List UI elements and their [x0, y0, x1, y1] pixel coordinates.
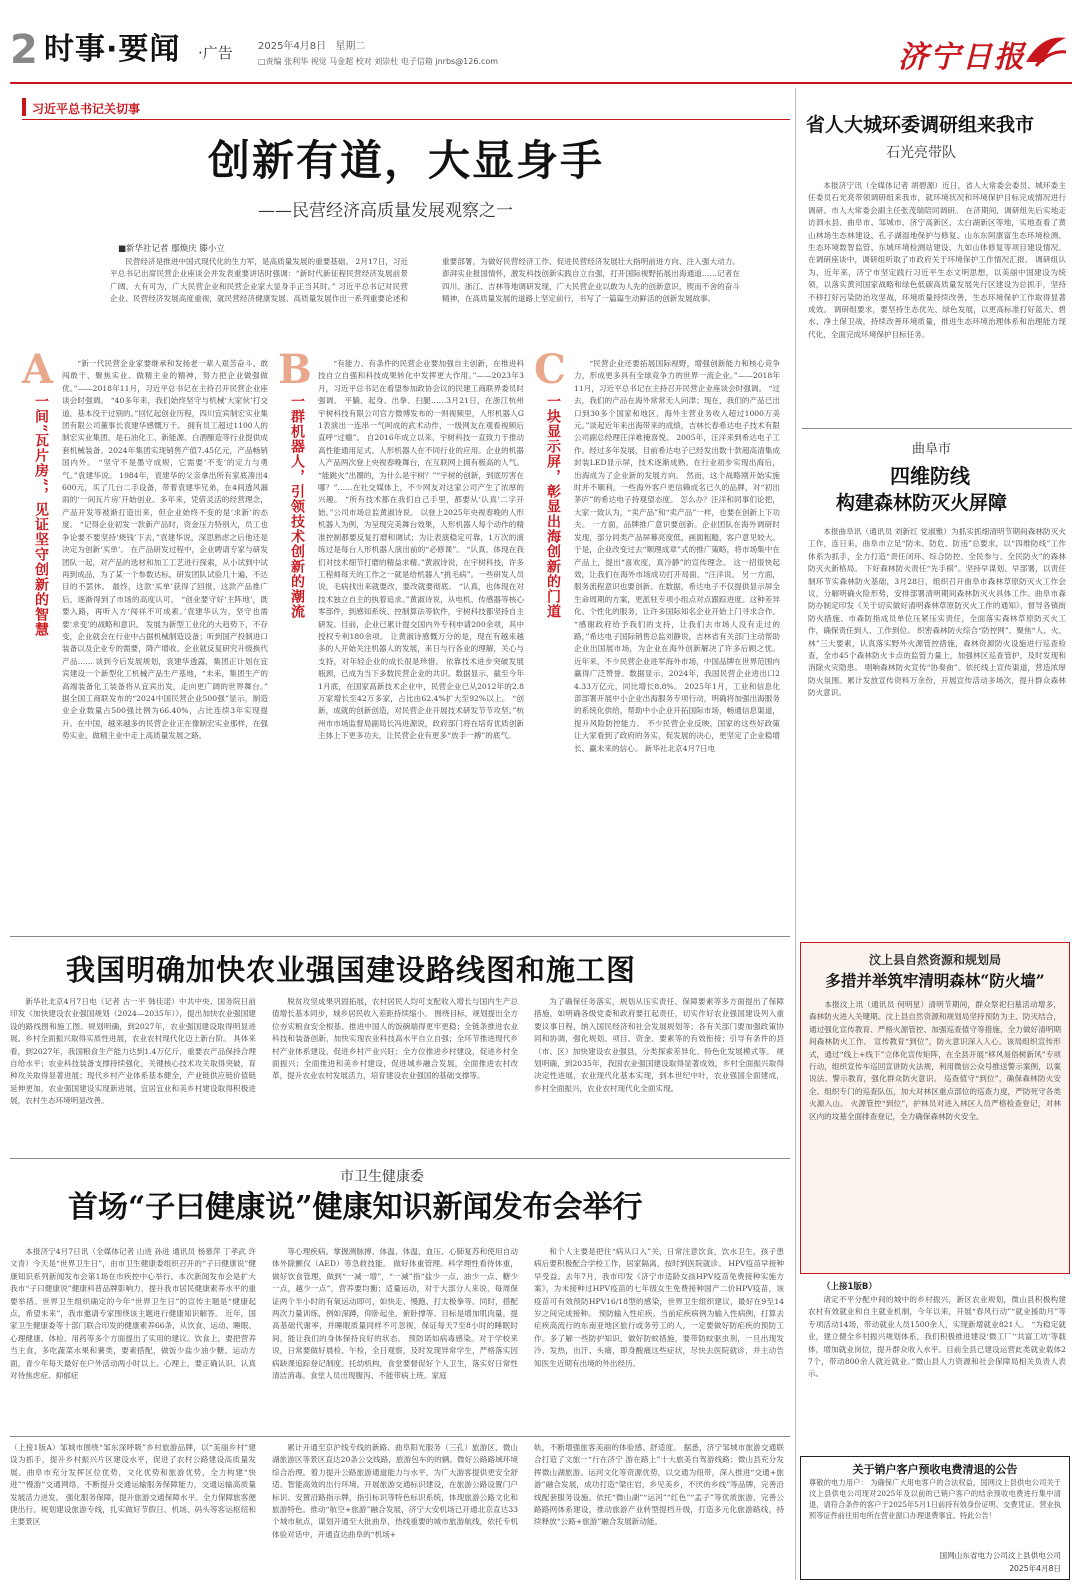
notice-date: 2025年4月8日	[1009, 1564, 1061, 1573]
story2-kicker: 曲阜市	[912, 442, 952, 457]
agri-title: 我国明确加快农业强国建设路线图和施工图	[66, 953, 637, 987]
logo-swoosh-icon	[1024, 32, 1068, 68]
story1-title: 省人大城环委调研组来我市	[806, 114, 1035, 136]
bottom-col1: （上接1版A）邹城市围绕“邹东深呼吸”乡村旅游品牌，以“美丽乡村”建设为抓手，提升乡村振兴片区建设水平，促进了农村公路建设高质量发展。曲阜市充分发挥区位优势，文化优势和旅游优势，全力构建“快进”“慢游”交通网络，不断提升交通运输服务保障能力，交通运输高质量发展活力迸发。 强化服务保障，提升旅游交通保障水平。全力保障旅客便捷出行。规划建设旅游专线，扎实做好节假日、机场、码头等客运枢纽和主要景区	[10, 1443, 256, 1527]
section-b-title: 一群机器人，引领技术创新的潮流	[289, 394, 305, 619]
health-story	[10, 1164, 790, 1432]
story1-subtitle: 石光亮带队	[886, 145, 956, 161]
section-a	[22, 346, 274, 930]
story2-title-2: 构建森林防灭火屏障	[836, 492, 1008, 514]
notice-title: 关于销户客户预收电费清退的公告	[852, 1463, 1018, 1476]
ad-label: ·广告	[198, 44, 233, 62]
column-divider	[795, 88, 796, 1580]
section-c	[534, 346, 786, 930]
health-rule	[10, 1158, 790, 1159]
right-story-1	[802, 96, 1072, 421]
section-b-text: “有能力、有条件的民营企业要加强自主创新，在推进科技自立自强和科技成果转化中发挥更大作用。”——2023年3月，习近平总书记在看望参加政协会议的民建工商联界委员时强调。 平躺、起身、出拳、扫腿……3月21日，在浙江杭州宇树科技有限公司官方微博发布的一则视频里，人形机器人G1表演出一连串一气呵成的武术动作，一级网友在观看视频后直呼“过瘾”。 自2016年成立以来，宇树科技一直致力于推动高性能通用足式、人形机器人在不同行业的应用。企业的机器人产品两次登上央视春晚舞台，在互联网上拥有极高的人气。 “能跳火”出圈的，为什么是宇树？”“宇树的创新，到底厉害在哪？”……在社交媒体上，不少网友对这家公司产生了浓厚的兴趣。 “所有技术都在我们自己手里，都要从‘认真’二字开始。”公司市场总监黄淑诗说。 以登上2025年央视春晚的人形机器人为例，为呈现完美舞台效果，人形机器人每个动作的精准控制都要反复打磨和调试；为让表演稳定可靠，1万次的演练过是每台人形机器人演出前的“必修课”。 “认真，体现在我们对技术细节打磨的精益求精。”黄淑诗说，在宇树科技，许多工程师每天的工作之一就是给机器人“挑毛病”。一些研发人员说，毛病找出来就要改，要改就要彻底。 “认真，也体现在对技术独立自主的执着追求。”黄淑诗说，从电机、传感器等核心零部件，到感知系统、控制算法等软件，宇树科技都坚持自主研发。目前，企业已累计提交国内外专利申请200余项，其中授权专利180余项。 让黄淑诗感慨万分的是，现在有越来越多的人开始关注机器人的发展，来日与行各业的理解，关心与支持，对年轻企业的成长很是珍惜。 依靠技术进步突破发展瓶颈，已成为当下多数民营企业的共识。数据显示，截至今年1月底，在国家高新技术企业中，民营企业已从2012年的2.8万家增长至42万多家，占比由62.4%扩大至92%以上。 “创新，成就的创新创造，对民营企业开展技术研发节节攻坚。”杭州市市场监督局副局长冯进源说，政府部门将在培育优质创新主体上下更多功夫，让民营企业有更多“放手一搏”的底气。	[318, 359, 524, 741]
bottom-rule	[10, 1436, 790, 1437]
lead-subtitle: ——民营经济高质量发展观察之一	[258, 201, 513, 221]
story3-title-1: 汶上县自然资源和规划局	[868, 953, 1001, 967]
agri-col1: 新华社北京4月7日电（记者 古一平 韩佳诺）中共中央、国务院日前印发《加快建设农业强国规划（2024—2035年）》，提出加快农业强国建设的路线图和施工图。规划明确，到2027年，农业强国建设取得明显进展。乡村全面振兴取得实质性进展，农业农村现代化迈上新台阶。 具体来看，到2027年，我国粮食生产能力达到1.4万亿斤，重要农产品保持合理自给水平；农业科技装备支撑持续强化，关键核心技术攻关取得突破，育种攻关取得显著进展；现代乡村产业体系基本健全，产业链供应链价值链延伸更加，农业强国建设实现新进展，宜居宜业和美乡村建设取得积极进展，农村生态环境明显改善。	[10, 997, 256, 1106]
section-c-letter: C	[534, 346, 566, 393]
agri-rule	[10, 936, 790, 937]
section-b-letter: B	[278, 346, 312, 393]
story3-text: 本报汶上讯（通讯员 何明星）清明节期间，群众祭祀扫墓活动增多，森林防火进入关键期。汶上县自然资源和规划局坚持预防为主、防灭结合，通过强化宣传教育、严格火源管控、加强巡查值守等措施，全力做好清明期间森林防火工作。 宣传教育“到位”，防火意识深入人心。该局组织宣传形式，通过“线上+线下”立体化宣传矩阵，在全县开展“移风易俗树新风”专项行动，组织宣传车巡回宣讲防火法规，利用微信公众号推送警示案例，以案说法、警示教育，强化群众防火意识。 巡查值守“到位”，确保森林防火安全。组织专门的巡查队伍，加大对林区重点部位的巡查力度，严防死守各类火源入山。 火源管控“到位”，护林员对进入林区人员严格检查登记，对林区内的坟墓全面排查登记，全力确保森林防火安全。	[809, 1000, 1061, 1121]
story4-continued: （上接1版B）	[822, 1282, 877, 1292]
health-kicker: 市卫生健康委	[340, 1169, 424, 1185]
health-title: 首场“子曰健康说”健康知识新闻发布会举行	[68, 1190, 643, 1225]
agri-col3: 为了确保任务落实，规划从压实责任、保障要素等多方面提出了保障措施，如明确各级党委和政府要扛起责任，切实作好农业强国建设列入重要议事日程，纳入国民经济和社会发展规划等；各有关部门要加强政策协同和协调，强化规划、项目、资金、要素等的有效衔接；引导有条件的县（市、区）加快建设农业强县，分类探索差异化、特色化发展模式等。 规划明确，到2035年，我国农业强国建设取得显著成效，乡村全面振兴取得决定性进展，农业现代化基本实现，到本世纪中叶，农业强国全面建成，乡村全面振兴，农业农村现代化全面实现。	[534, 997, 784, 1093]
right-rule-1	[802, 428, 1072, 429]
story1-text: 本报济宁讯（全媒体记者 胡碧源）近日，省人大常委会委员、城环委主任委员石光亮带领调研组来我市，就环境状况和环境保护目标完成情况进行调研。市人大常委会副主任张茂瑞陪同调研。 在济期间，调研组先后实地走访泗水县、曲阜市、邹城市、济宁高新区、太白湖新区等地，实地查看了黄山林场生态林建设、孔子湖湿地保护与修复、山东东阿康富生态环境检测、生态环境数智监管、东城环境检测站建设、九如山体修复等项目建设情况。在调研座谈中，调研组听取了市政府关于环境保护工作情况汇报。 调研组认为，近年来，济宁市坚定践行习近平生态文明思想，以美丽中国建设为统领，以落实黄河国家战略和绿色低碳高质量发展先行区建设为总抓手，坚持不移打好污染防治攻坚战，环境质量持续改善，生态环境保护工作取得显著成效。 调研组要求，要坚持生态优先、绿色发展，以更高标准打好蓝天、碧水、净土保卫战，持续改善环境质量，推进生态环境治理体系和治理能力现代化，全面完成环境保护目标任务。	[808, 181, 1066, 339]
lead-title: 创新有道，大显身手	[208, 136, 605, 185]
right-story-3	[800, 942, 1070, 1274]
bottom-story	[10, 1442, 790, 1578]
column-tag	[22, 98, 146, 116]
lead-intro	[110, 256, 740, 342]
story3-title-2: 多措并举筑牢清明森林“防火墙”	[825, 971, 1045, 990]
tag-rule	[22, 119, 790, 120]
bottom-col3: 轨，不断增强旅客美丽的体验感、舒适度。 据悉，济宁邹城市旅游交通联合打造了文旅一“行在济宁 游在路上”十大旅美自驾游线路；微山县充分发挥微山湖旅游、运河文化等资源优势，以交通为纽带，深入推进“交通+旅游”融合发展，成功打造“梁庄岩，乡见美乡，不厌的乡线”等品牌，完善沿线配套服务设施。依托“微山湖”“运河”“红色”“孟子”等优质旅游，完善公路路网体系建设，推动旅游产业转型提档升级，打造多元化旅游路线，持续释放“公路+旅游”融合发展新动能。	[534, 1443, 784, 1527]
notice-text: 尊敬的电力用户： 为确保广大用电客户的合法权益，国网汶上县供电公司关于汶上县供电公司现对2025年及以前的已销户客户的结余预收电费进行集中清退，请符合条件的客户于2025年5月1日前持有效身份证明、交费凭证、营业执照等证件前往用电所在营业窗口办理退费事宜。特此公告！	[809, 1478, 1061, 1520]
health-col2: 等心理疾病。掌握测脉搏、体温、体温、血压、心肺复苏和使用自动体外除颤仪（AED）等急救技能。 做好体重管理。科学理性看待体重，做好饮食管理，做到“一减一增”，“一减”指“盐少一点、油少一点、糖少一点，越少一点”，营养要均衡；适量运动，对于大部分人来说，每周保证两个半小时的有氧运动即可，如快走、慢跑、打太极拳等。同时，搭配两次力量训练，例如深蹲，仰卧起坐、俯卧撑等。目标是增加肌肉量，提高基础代谢率，并睡眠质量同样不可忽视，保证每天7至8小时的睡眠时间，能让我们的身体保持良好的状态。 预防诺如病毒感染。对于学校来说，日常要做好晨检、午检，全日观察，及时发现异常学生，严格落实因病缺课追踪登记制度。托幼机构，食堂要督促好个人卫生，落实好日常性清洁消毒。食堂人员出现腹泻、不能带病上班。家庭	[272, 1247, 518, 1381]
section-title: 时事·要闻	[44, 32, 181, 67]
lead-story	[0, 88, 790, 928]
agri-story	[10, 944, 790, 1154]
bottom-col2: 累计开通至京沪线专线的新路、曲阜阳光服务（三孔）旅游区、微山湖旅游区等景区直达20条公交线路，旅游包车的的辆。微好公路路域环境综合治理。着力提升公路旅游通道能力与水平，为广大游客提供更安全舒适、智能高效的出行环境。开展旅游交通标识建设，在旅游公路设置门户标识、安置沿路指示牌，指引标识等特色标识系统，体现旅游公路文化和旅游特色。推动“航空+旅游”融合发展，济宁大安机场已开通北京直达33个城市航点，谋划开通至大批曲阜，热线重要的城市旅游航线，依托专机体验对话中，开通直达曲阜的“机场+	[272, 1443, 518, 1539]
story2-title-1: 四维防线	[890, 464, 970, 488]
masthead	[0, 0, 1080, 85]
health-col1: 本报济宁4月7日讯（全媒体记者 山进 孙进 通讯员 杨慕萍 丁孝武 许文青）今天是“世界卫生日”，由市卫生健康委组织召开的“子曰健康说”健康知识系列新闻发布会第1场在市疾控中心举行。本次新闻发布会是扩大我市“子曰健康说”健康科普品牌影响力，提升我市居民健康素养水平的重要举措。世界卫生组织确定的今年“世界卫生日”的宣传主题是“健康起点，希望未来”，我市邀请专家围绕该主题进行健康知识解答。 近年，国家卫生健康委等十部门联合印发的健康素养66条，从饮食、运动、睡眠、心理健康、体检、用药等多个方面提出了实用的建议。饮食上，要把营养当主食，多吃蔬菜水果和薯类，要素搭配，做饭少盐少油少糖。运动方面，青少年每天最好在户外活动两小时以上。心理上，要正确认识、认真对待焦虑症、抑郁症	[10, 1247, 256, 1381]
right-story-2	[802, 434, 1072, 934]
logo-text: 济宁日报	[898, 40, 1026, 75]
issue-date	[258, 37, 365, 52]
section-a-text: “新一代民营企业家要继承和发扬老一辈人艰苦奋斗、敢闯敢干、聚焦实业、做精主业的精神，努力把企业做强做优。”——2018年11月，习近平总书记在主持召开民营企业座谈会时强调。 “40多年来，我们始终坚守与机械‘大家伙’打交道，基本没干过别的。”回忆起创业历程，四川宜宾制宏实业集团有限公司董事长袁建华感慨万千。 拥有员工超过1100人的制宏实业集团，是石油化工、新能源、白酒酿造等行业提供成套机械装备。2024年集团实现销售产值7.45亿元，产品畅销国内外。 “坚守不是墨守成规，它需要‘不变’的定力与勇气。”袁建华说。 1984年，袁建华的父亲拿出所有家底凑出4600元，买了几台二手设备，带着袁建华兄弟，在4间透风漏雨的‘一间瓦片房’开始创业。多年来，凭借灵活的经营理念，产品开发等被渐打造出来，但企业始终不变的是‘求新’的态度。 “记得企业初发一款新产品时，资金压力特别大，员工也争论要不要坚持‘烧钱’下去，”袁建华说，深思熟虑之后他还是决定为创新‘买单’。 在产品研发过程中，企业聘请专家与研发团队一起，对产品的选材和加工工艺进行探索，从小试到中试再到成品，为了某一个参数达标，研发团队试验几十遍，不达目的不罢休。 最终，这款‘买单’获得了回报，这款产品推广后，逐渐得到了市场的高度认可。 “创业要守好‘主阵地’，既要入路，再听入方‘闯祥不可成素。’袁建华认为，坚守也需要‘求变’的战略和意识。 发展为新型工业化的大趋势下，不存变，企业就会在行业中占据机械制造设备；听到国产投制进口装备以及企业专的需要，降产增收、企业就反复研究升级换代产品…… 谈到今后发展规划，袁建华透露，集团正计划在宜宾建设一个新型化工机械产品生产基地，“未来，集团生产的高端装备化工装备将从宜宾出发，走向更广阔的世界舞台。” 据全国工商联发布的“2024中国民营企业500强”显示，制造业企业数量占500强比例为66.40%，占比连续3年实现提升。在中国，越来越多的民营企业正在像制宏实业那样，在强势实业、做精主业中走上高质量发展之路。	[62, 359, 268, 741]
date-text: 2025年4月8日	[258, 41, 327, 52]
notice-box	[800, 1456, 1070, 1580]
newspaper-logo	[898, 26, 1068, 76]
column-tag-text: 习近平总书记关切事	[32, 102, 141, 116]
story4-text: 诸定不平分配中间的城中的乡村振兴，新区农业规划，微山县积极构建农村有效就业和自主就业机制，今年以来，开展“春风行动”“就业援助月”等专项活动14场，带动就业人员1500余人，实现新增就业821人。 “为稳定就业，建立健全乡村振兴规划体系，我们积极推进建设‘微工厂’‘共富工坊’等载体，增加就业岗位，提升群众收入水平。目前全县已建设运营此类就业载体27个，带动800余人就近就业。”微山县人力资源和社会保障局相关负责人表示。	[808, 1295, 1066, 1379]
masthead-rule	[10, 82, 1072, 84]
right-story-4	[802, 1280, 1072, 1448]
section-a-title: 一间“瓦片房”，见证坚守创新的智慧	[33, 394, 49, 638]
section-c-text: “民营企业还要拓展国际视野，增强创新能力和核心竞争力，形成更多具有全球竞争力的世界一流企业。”——2018年11月，习近平总书记在主持召开民营企业座谈会时强调。 “过去，我们的产品在海外常常无人问津；现在，我们的产品已出口到30多个国家和地区，海外主营业务收入超过1000万美元。”谈起近年来出海带来的成绩，吉林长春希达电子技术有限公司副总经理汪洋难掩喜悦。 2005年，汪洋来到希达电子工作。经过多年发展，目前希达电子已经发出数十款超高清集成封装LED显示屏，技术逐渐成熟。在行业初步实现出海后，出海成为了企业新的发展方向。 然而，这个战略刚开始实施时并不顺利。一些海外客户更信赖成名已久的品牌，对“初出茅庐”的希达电子持观望态度。 怎么办？汪洋和同事们论把，大家一致认为，“卖产品”和“卖产品”一样，也要在创新上下功夫。 一方面，品牌推广意识要创新。企业团队在海外调研时发现，部分同类产品屏幕亮度低、画面粗糙，客户意见较大。于是，企业改变过去“顺理成章”式的推广策略，将市场集中在产品上，提出“喜欢度，真冷静”的宣传理念。 这一招很快起效，让我们在海外市场成功打开局面。“汪洋说。 另一方面，服务流程意识也要创新。在数据，希达电子不仅提供显示屏全生命周期的方案，更派驻专项小组点对点跟踪进度。这种差异化、个性化的服务，让许多国际知名企业开始上门寻求合作。 “感谢政府给予我们的支持，让我们去市场人没有走过的路，”希达电子国际销售总监刘静说，吉林省有关部门主动帮助企业出国展市场，为企业在海外创新解决了许多后顾之忧。 近年来，不少民营企业进军海外市场，中国品牌在世界范围内赢得广泛赞誉。数据显示，2024年，我国民营企业进出口24.33万亿元，同比增长8.8%。 2025年1月，工业和信息化部部署开展中小企业出海服务专项行动，明确将加强出海服务的系统化供给，帮助中小企业开拓国际市场，畅通信息渠道，提升风险防控能力。 不少民营企业反映，国家的这些好政策让大家看到了政府的务实，促发展的决心，更坚定了企业稳增长、赢未来的信心。 新华社北京4月7日电	[574, 359, 780, 753]
health-col3: 和个人主要是把住“病从口入”关，日常注意饮食，饮水卫生，孩子患病后要积极配合学校工作，居家隔离，按时到医院就诊。 HPV疫苗早接种早受益。去年7月，我市印发《济宁市适龄女孩HPV疫苗免费接种实施方案》，为未接种过HPV疫苗的七年级女生免费接种国产二价HPV疫苗，该疫苗可有效预防HPV16/18型的感染，世界卫生组织建议，最好在9至14岁之间完成接种。 预防输入性疟疾。当前疟疾病例为输入性病例，打算去疟疾高流行的东南亚地区旅行或务劳工的人，一定要做好防疟疾的预防工作。多了解一些防护知识，做好防蚊措施，要带防蚊驱虫剂，一旦出现发冷、发热，出汗、头痛，即身酸痛这些症状，尽快去医院就诊，并主动告知医生近期有出境的外出经历。	[534, 1247, 784, 1368]
staff-line: □责编 张利华 视觉 马金超 校对 刘崇杜 电子信箱 jnrbs@126.com	[258, 57, 499, 66]
story2-text: 本报曲阜讯（通讯员 刘新红 党淑雅）为抓实抓细清明节期间森林防灭火工作，连日来，曲阜市立足“防未、防危、防违”总要求，以“四维防线”工作体系为抓手，全力打造“责任闭环、综合防控、全民参与、全民防火”的森林防灭火新格局。 下好森林防火责任“先手棋”。坚持早谋划、早部署，以责任制环节实森林防火基础，3月28日，组织召开曲阜市森林草原防灭火工作会议，分解明确火险形势，安排部署清明期间森林防灭火具体工作。曲阜市森防办制定印发《关于切实做好清明森林草原防灭火工作的通知》，督导各镇街防火措施、市森防指成员单位压紧压实责任，全面落实森林草原防灭火工作，确保责任到人、工作到位。 织密森林防火综合“防控网”。聚焦“人、火、林”三大要素，认真落实野外火源管控措施，森林资源防火设施进行巡查检查，全市45个森林防火卡点的监管力量上，加强林区巡查管护，及时发现和消除火灾隐患。 唱响森林防火宣传“协奏曲”。依托线上宣传渠道，营造浓厚防火氛围。累计发放宣传资料万余份，开展宣传活动多场次，提升群众森林防火意识。	[808, 527, 1066, 698]
section-b	[278, 346, 530, 930]
agri-col2: 脱贫攻坚成果巩固拓展，农村居民人均可支配收入增长与国内生产总值增长基本同步，城乡居民收入差距持续缩小。 围绕目标，规划提出全方位夯实粮食安全根基、推进中国人的饭碗端得更牢更稳；全链条推进农业科技和装备创新，加快实现农业科技高水平自立自强；全环节推进现代乡村产业体系建设，促进乡村产业兴旺；全方位推进乡村建设，促进乡村全面振兴；全面推进和美乡村建设，促进城乡融合发展，全面推进农村改革，提升农业农村发展活力，培育建设农业强国的基础支撑等。	[272, 997, 518, 1081]
lead-byline: ■新华社记者 鄢焕庆 滕小立	[118, 244, 225, 254]
page-number: 2	[10, 27, 38, 73]
section-a-letter: A	[22, 346, 54, 393]
lead-intro-text: 民营经济是推进中国式现代化的生力军，是高质量发展的重要基础。 2月17日，习近平总书记出席民营企业座谈会并发表重要讲话时强调：“新时代新征程民营经济发展前景广阔、大有可为，广大民营企业和民营企业家大显身手正当其时。” 习近平总书记对民营企业、民营经济发展高度重视，就民营经济健康发展、高质量发展作出一系列重要论述和重要部署，为做好民营经济工作、促进民营经济发展壮大指明前进方向、注入强大动力。 澎湃实业报国情怀，激发科技创新实践自立自强，打开国际视野拓展出海通道……记者在四川、浙江、吉林等地调研发现，广大民营企业以敢为人先的创新意识，锲而不舍的奋斗精神，在高质量发展的道路上坚定前行，书写了一篇篇生动鲜活的创新发展故事。	[110, 257, 740, 304]
notice-signature: 国网山东省电力公司汶上县供电公司	[939, 1551, 1061, 1560]
weekday-text: 星期二	[335, 41, 366, 52]
section-c-title: 一块显示屏，彰显出海创新的门道	[545, 394, 561, 619]
